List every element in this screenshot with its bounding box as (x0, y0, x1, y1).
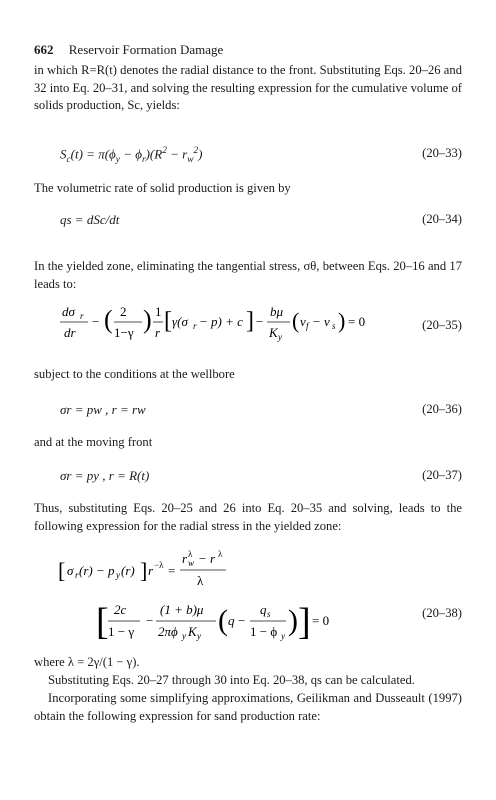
svg-text:r: r (80, 311, 84, 321)
svg-text:y: y (182, 631, 186, 641)
svg-text:λ: λ (197, 573, 204, 588)
svg-text:1: 1 (155, 304, 162, 319)
svg-text:λ: λ (218, 549, 223, 559)
svg-text:2c: 2c (114, 602, 127, 617)
svg-text:r: r (75, 570, 79, 580)
svg-text:): ) (338, 308, 346, 333)
equation-20-38-expression (58, 548, 358, 644)
svg-text:−: − (256, 314, 264, 329)
svg-text:[: [ (58, 558, 66, 583)
svg-text:r: r (193, 321, 197, 331)
equation-20-33 (60, 146, 462, 170)
paragraph-yielded-zone: In the yielded zone, eliminating the tangential stress, σθ, between Eqs. 20–16 and 17 leads to: (34, 259, 462, 291)
equation-20-34-expression: qs = dSc/dt (60, 212, 120, 227)
svg-text:−: − (146, 613, 154, 628)
svg-text:r: r (182, 551, 188, 566)
svg-text:−λ: −λ (154, 560, 164, 570)
equation-20-37-expression: σr = py , r = R(t) (60, 468, 150, 483)
svg-text:(: ( (218, 604, 228, 637)
svg-text:2: 2 (120, 304, 127, 319)
paragraph-rate: The volumetric rate of solid production is given by (34, 181, 291, 195)
equation-number: (20–37) (422, 468, 462, 482)
equation-number: (20–35) (422, 318, 462, 332)
svg-text:s: s (332, 321, 336, 331)
svg-text:1 − γ: 1 − γ (108, 624, 135, 639)
svg-text:dσ: dσ (62, 304, 75, 319)
svg-text:): ) (143, 305, 152, 334)
svg-text:y: y (116, 570, 120, 580)
svg-text:2πϕ: 2πϕ (158, 624, 178, 639)
svg-text:σ: σ (67, 563, 74, 578)
svg-text:]: ] (140, 558, 148, 583)
equation-20-36-expression: σr = pw , r = rw (60, 402, 146, 417)
svg-text:s: s (267, 609, 271, 619)
svg-text:(1 + b)μ: (1 + b)μ (160, 602, 204, 617)
equation-20-36 (60, 402, 462, 426)
svg-text:(r): (r) (121, 563, 135, 578)
paragraph-wellbore-conditions: subject to the conditions at the wellbore (34, 367, 235, 381)
svg-text:−: − (92, 314, 100, 329)
svg-text:): ) (288, 604, 298, 637)
page-number: 662 (34, 42, 54, 57)
svg-text:f: f (306, 321, 309, 331)
svg-text:dr: dr (64, 325, 76, 340)
equation-20-38 (60, 548, 462, 644)
svg-text:1 − ϕ: 1 − ϕ (250, 624, 278, 639)
equation-number: (20–36) (422, 402, 462, 416)
svg-text:]: ] (246, 308, 254, 334)
svg-text:[: [ (96, 601, 109, 643)
svg-text:1−γ: 1−γ (114, 325, 134, 340)
paragraph-substituting: Substituting Eqs. 20–27 through 30 into Eq. 20–38, qs can be calculated. (48, 673, 415, 687)
paragraph-radial-stress: Thus, substituting Eqs. 20–25 and 26 into Eq. 20–35 and solving, leads to the following expression for the radial stress in the yielded zone: (34, 501, 462, 533)
svg-text:y: y (278, 332, 282, 342)
svg-text:=: = (168, 563, 176, 578)
svg-text:v: v (300, 314, 306, 329)
svg-text:K: K (269, 325, 278, 340)
svg-text:−: − (238, 613, 246, 628)
svg-text:(: ( (104, 305, 113, 334)
svg-text:= 0: = 0 (312, 613, 330, 628)
equation-20-33-expression: $S_c(t) = \pi(\phi_y - \phi_r)(R^2 - r_w^2)$ (60, 146, 203, 165)
equation-number: (20–33) (422, 146, 462, 160)
svg-text:r: r (155, 325, 161, 340)
svg-text:bμ: bμ (270, 304, 284, 319)
equation-20-35 (60, 300, 462, 344)
paragraph-moving-front: and at the moving front (34, 435, 153, 449)
svg-text:K: K (188, 624, 197, 639)
svg-text:− v: − v (312, 314, 330, 329)
svg-text:q: q (260, 602, 267, 617)
running-title: Reservoir Formation Damage (68, 42, 224, 57)
equation-number: (20–34) (422, 212, 462, 226)
svg-text:(r) − p: (r) − p (79, 563, 115, 578)
svg-text:q: q (228, 613, 235, 628)
svg-text:− p) + c: − p) + c (199, 314, 243, 329)
svg-text:y: y (281, 631, 285, 641)
svg-text:λ: λ (188, 549, 193, 559)
page-header (34, 42, 223, 58)
equation-20-35-expression (60, 300, 380, 344)
paragraph-intro: in which R=R(t) denotes the radial distance to the front. Substituting Eqs. 20–26 and 32 into Eq. 20–31, and solving the resulting expression for the cumulative volume of solids production, Sc, yields: (34, 63, 462, 112)
paragraph-lambda-definition: where λ = 2γ/(1 − γ). (34, 655, 140, 669)
svg-text:γ(σ: γ(σ (172, 314, 188, 329)
svg-text:r: r (148, 563, 154, 578)
svg-text:[: [ (164, 308, 172, 334)
equation-20-37 (60, 468, 462, 492)
paragraph-sand-production: Incorporating some simplifying approximations, Geilikman and Dusseault (1997) obtain the following expression for sand production rate: (34, 691, 462, 723)
svg-text:w: w (188, 558, 195, 568)
svg-text:]: ] (298, 601, 311, 643)
svg-text:= 0: = 0 (348, 314, 366, 329)
svg-text:− r: − r (198, 551, 216, 566)
equation-20-34 (60, 212, 462, 236)
svg-text:y: y (197, 631, 201, 641)
svg-text:(: ( (292, 308, 300, 333)
equation-number: (20–38) (422, 606, 462, 620)
